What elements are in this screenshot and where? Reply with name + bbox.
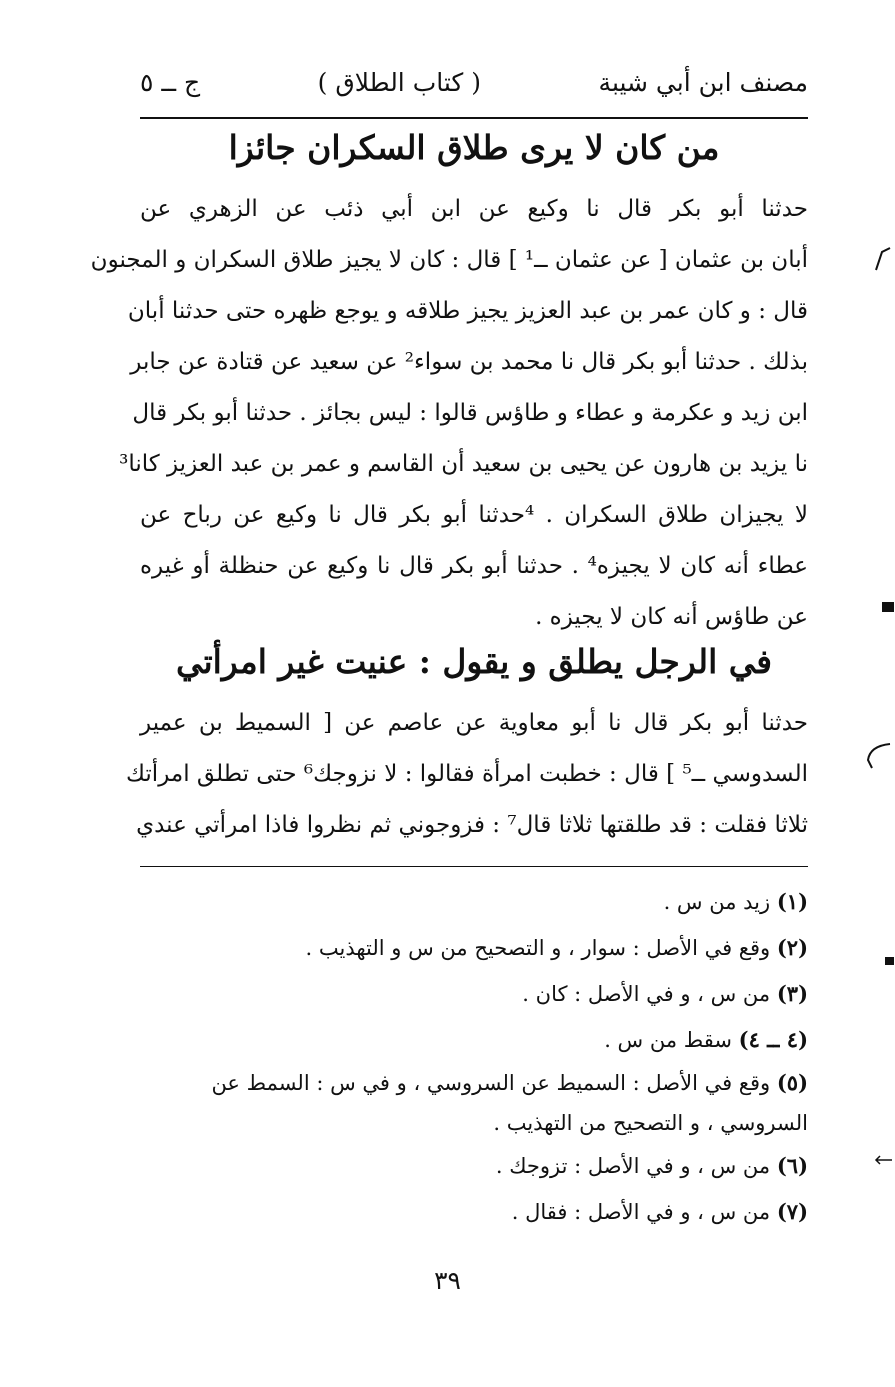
text-line: ابن زيد و عكرمة و عطاء و طاؤس قالوا : ليس بجائز . حدثنا أبو بكر قال [132, 400, 808, 426]
text-line: عطاء أنه كان لا يجيزه⁴ . حدثنا أبو بكر قال نا وكيع عن حنظلة أو غيره [140, 553, 808, 579]
footnote-number: (٤ ــ ٤) [738, 1027, 808, 1052]
running-header [140, 62, 808, 102]
text-line: أبان بن عثمان [ عن عثمان ــ¹ ] قال : كان لا يجيز طلاق السكران و المجنون [90, 247, 808, 273]
footnote-7 [140, 1189, 808, 1235]
page-number: ٣٩ [434, 1266, 461, 1295]
footnote-number: (٢) [776, 935, 808, 960]
edge-mark-icon [874, 1152, 894, 1166]
edge-mark-icon [880, 600, 895, 614]
chapter-1-text [90, 184, 808, 643]
header-volume: ج ــ ٥ [140, 67, 201, 97]
header-book-title: مصنف ابن أبي شيبة [598, 67, 808, 97]
chapter-heading-1: من كان لا يرى طلاق السكران جائزا [228, 128, 720, 167]
text-line: السدوسي ــ⁵ ] قال : خطبت امرأة فقالوا : لا نزوجك⁶ حتى تطلق امرأتك [126, 761, 808, 787]
footnote-text: وقع في الأصل : السميط عن السروسي ، و في س : السمط عن السروسي ، و التصحيح من التهذيب . [211, 1071, 808, 1135]
footnote-number: (٦) [776, 1153, 808, 1178]
text-line: حدثنا أبو بكر قال نا وكيع عن ابن أبي ذئب عن الزهري عن [140, 196, 808, 222]
text-line: ثلاثا فقلت : قد طلقتها ثلاثا قال⁷ : فزوجوني ثم نظروا فاذا امرأتي عندي [136, 812, 808, 838]
footnote-6 [140, 1143, 808, 1189]
footnote-text: زيد من س . [663, 890, 771, 914]
footnote-4 [140, 1017, 808, 1063]
footnote-number: (٣) [776, 981, 808, 1006]
edge-mark-icon [862, 740, 892, 770]
footnote-text: وقع في الأصل : سوار ، و التصحيح من س و التهذيب . [305, 936, 771, 960]
footnote-5 [140, 1063, 808, 1143]
chapter-heading-2: في الرجل يطلق و يقول : عنيت غير امرأتي [175, 642, 773, 681]
text-line: قال : و كان عمر بن عبد العزيز يجيز طلاقه و يوجع ظهره حتى حدثنا أبان [127, 298, 808, 324]
edge-mark-icon [883, 955, 895, 967]
footnote-text: من س ، و في الأصل : تزوجك . [495, 1154, 771, 1178]
text-line: حدثنا أبو بكر قال نا أبو معاوية عن عاصم عن [ السميط بن عمير [140, 710, 808, 736]
footnote-2 [140, 925, 808, 971]
footnote-1 [140, 879, 808, 925]
text-line: لا يجيزان طلاق السكران . ⁴حدثنا أبو بكر قال نا وكيع عن رباح عن [140, 502, 808, 528]
edge-mark-icon [872, 246, 892, 272]
footnote-number: (٧) [776, 1199, 808, 1224]
footnote-text: من س ، و في الأصل : كان . [522, 982, 771, 1006]
footnote-number: (١) [776, 889, 808, 914]
header-rule [140, 117, 808, 119]
footnote-text: من س ، و في الأصل : فقال . [511, 1200, 771, 1224]
footnotes [140, 879, 808, 1235]
chapter-2-text [126, 698, 808, 851]
footnote-separator [140, 866, 808, 867]
text-line: عن طاؤس أنه كان لا يجيزه . [535, 604, 808, 630]
footnote-text: سقط من س . [604, 1028, 732, 1052]
footnote-3 [140, 971, 808, 1017]
text-line: نا يزيد بن هارون عن يحيى بن سعيد أن القاسم و عمر بن عبد العزيز كانا³ [119, 451, 808, 477]
footnote-number: (٥) [776, 1070, 808, 1095]
text-line: بذلك . حدثنا أبو بكر قال نا محمد بن سواء² عن سعيد عن قتادة عن جابر [130, 349, 808, 375]
header-section: ( كتاب الطلاق ) [317, 67, 482, 97]
